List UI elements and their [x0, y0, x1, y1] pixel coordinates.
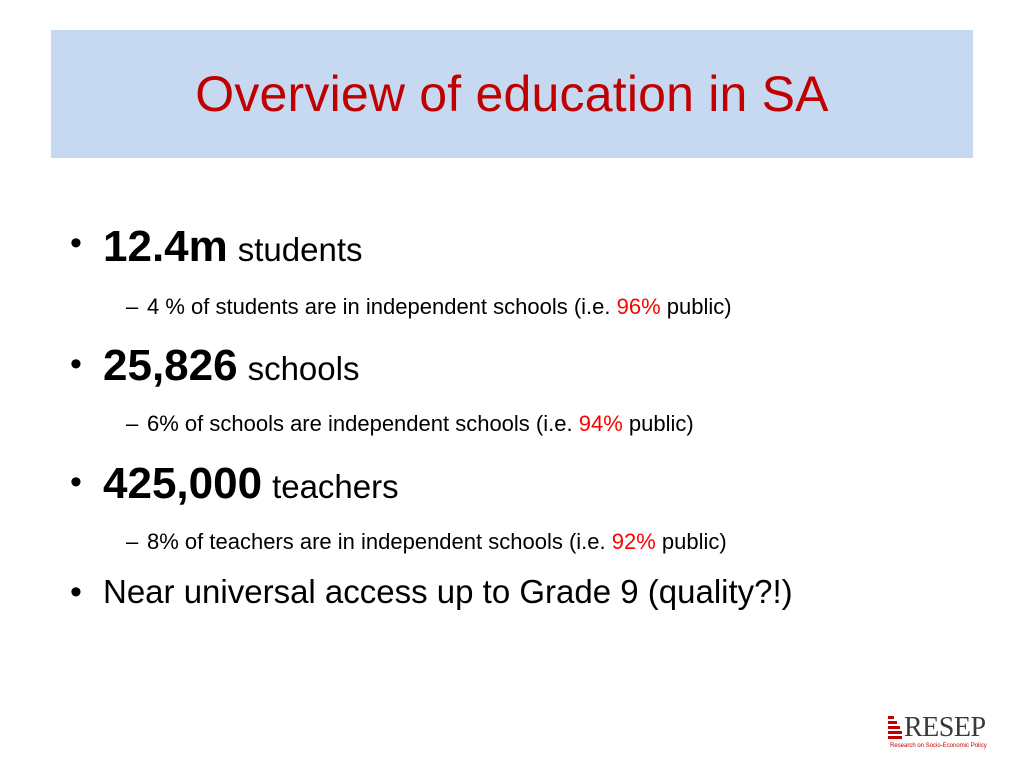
- sub-text-end: public): [660, 294, 732, 319]
- sub-text: 8% of teachers are in independent schools (i.e.: [147, 529, 612, 554]
- bullet-marker: •: [70, 224, 82, 262]
- sub-bullet-schools: [147, 411, 694, 437]
- dash-marker: –: [126, 411, 139, 436]
- bullet-teachers: [103, 459, 399, 509]
- bullet-schools: [103, 341, 359, 391]
- public-percent: 96%: [616, 294, 661, 319]
- teachers-label: teachers: [272, 468, 399, 505]
- bullet-marker: •: [70, 345, 82, 383]
- schools-count: 25,826: [103, 341, 238, 390]
- logo-wordmark: RESEP: [904, 712, 986, 743]
- students-count: 12.4m: [103, 222, 228, 271]
- bullet-marker: •: [70, 573, 82, 611]
- resep-logo: [888, 712, 1008, 752]
- bullet-students: [103, 222, 363, 272]
- sub-text: 4 % of students are in independent schools (i.e.: [147, 294, 617, 319]
- sub-text-end: public): [655, 529, 727, 554]
- logo-bars-icon: [888, 716, 902, 740]
- students-label: students: [237, 231, 363, 268]
- teachers-count: 425,000: [103, 459, 263, 508]
- sub-bullet-teachers: [147, 529, 727, 555]
- slide-title: Overview of education in SA: [195, 66, 829, 122]
- sub-bullet-students: [147, 294, 732, 320]
- sub-text: 6% of schools are independent schools (i.e.: [147, 411, 579, 436]
- dash-marker: –: [126, 294, 139, 319]
- dash-marker: –: [126, 529, 139, 554]
- bullet-access: Near universal access up to Grade 9 (quality?!): [103, 573, 793, 610]
- schools-label: schools: [247, 350, 360, 387]
- sub-text-end: public): [622, 411, 694, 436]
- public-percent: 92%: [611, 529, 656, 554]
- public-percent: 94%: [578, 411, 623, 436]
- logo-tagline: Research on Socio-Economic Policy: [890, 743, 987, 749]
- bullet-marker: •: [70, 463, 82, 501]
